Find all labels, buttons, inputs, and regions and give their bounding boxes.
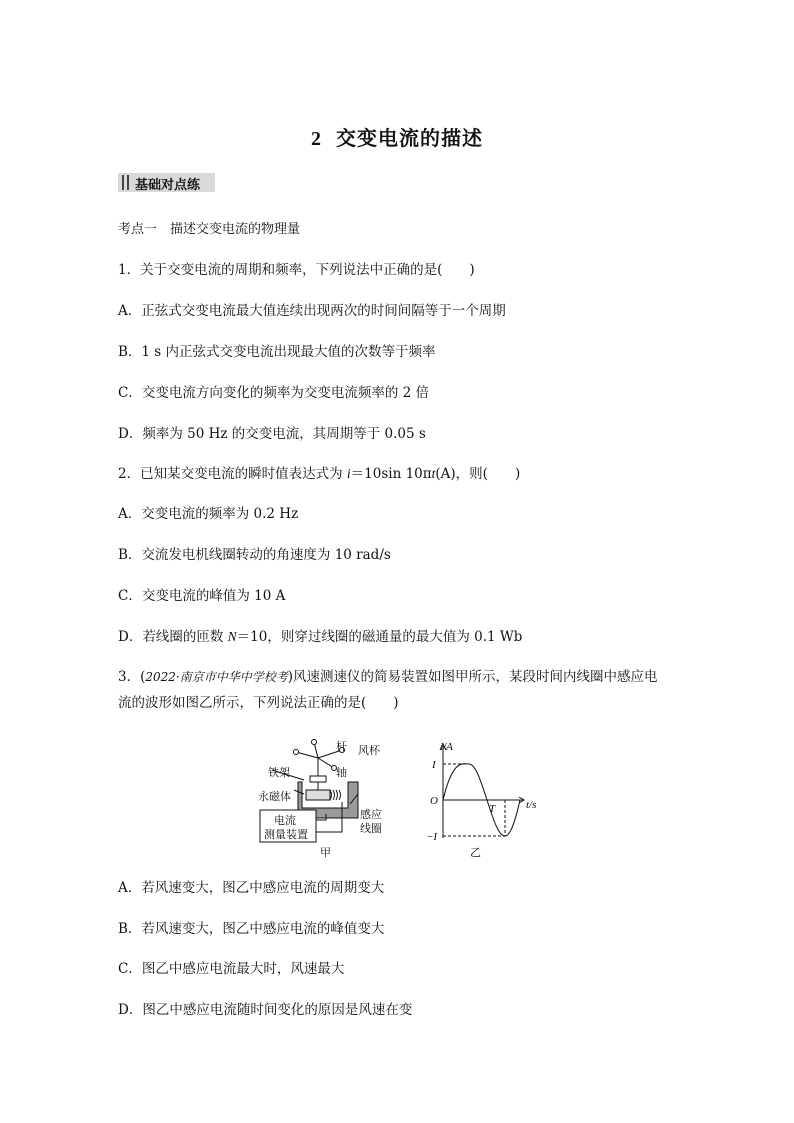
kaodian-heading: 考点一 描述交变电流的物理量 xyxy=(118,222,301,237)
magnet-core xyxy=(306,790,330,800)
label-gan: 杆 xyxy=(336,740,347,753)
q1-option-d: D．频率为 50 Hz 的交变电流，其周期等于 0.05 s xyxy=(118,426,426,442)
figure-yi xyxy=(440,744,524,838)
q1-option-b: B．1 s 内正弦式交变电流出现最大值的次数等于频率 xyxy=(118,344,436,360)
q1-stem: 1．关于交变电流的周期和频率，下列说法中正确的是( ) xyxy=(118,262,475,278)
cup-rod-left xyxy=(296,752,318,758)
iron-frame-top xyxy=(310,776,326,782)
q2-option-a: A．交变电流的频率为 0.2 Hz xyxy=(118,506,299,522)
label-origin: O xyxy=(430,795,438,807)
page-title xyxy=(0,122,794,151)
caption-yi: 乙 xyxy=(470,846,481,858)
q3-option-b: B．若风速变大，图乙中感应电流的峰值变大 xyxy=(118,921,385,937)
q3-stem-line2: 流的波形如图乙所示，下列说法正确的是( ) xyxy=(118,695,399,711)
label-ylabel: i/A xyxy=(440,741,453,753)
label-box1: 电流 xyxy=(274,814,296,827)
q2-stem-mid: ＝10sin 10π xyxy=(350,466,432,482)
q2-stem-pre: 2．已知某交变电流的瞬时值表达式为 xyxy=(118,466,347,482)
q1-option-c: C．交变电流方向变化的频率为交变电流频率的 2 倍 xyxy=(118,385,430,401)
q3-option-a: A．若风速变大，图乙中感应电流的周期变大 xyxy=(118,880,385,896)
tag-bar-left xyxy=(122,175,124,190)
q3-stem-post: )风速测速仪的简易装置如图甲所示，某段时间内线圈中感应电 xyxy=(287,669,658,685)
q3-option-c: C．图乙中感应电流最大时，风速最大 xyxy=(118,961,345,977)
label-T: T xyxy=(489,803,496,815)
q3-stem-pre: 3．( xyxy=(118,669,146,685)
q3-stem-line1 xyxy=(118,668,658,686)
label-ganying1: 感应 xyxy=(360,808,382,821)
q2-option-b: B．交流发电机线圈转动的角速度为 10 rad/s xyxy=(118,547,391,563)
q2-d-n: N xyxy=(227,629,237,644)
q2-d-post: ＝10，则穿过线圈的磁通量的最大值为 0.1 Wb xyxy=(236,629,523,645)
caption-jia: 甲 xyxy=(320,846,331,858)
cup-left xyxy=(294,750,299,755)
label-negI: −I xyxy=(426,831,438,843)
label-ganying2: 线圈 xyxy=(360,822,382,835)
section-tag-label: 基础对点练 xyxy=(135,178,201,193)
title-text: 交变电流的描述 xyxy=(336,126,483,150)
q2-option-d xyxy=(118,628,522,646)
q3-source: 2022·南京市中华中学校考 xyxy=(145,670,288,684)
label-box2: 测量装置 xyxy=(264,828,308,841)
title-number: 2 xyxy=(311,128,322,150)
label-tiejia: 铁架 xyxy=(268,766,290,779)
label-xlabel: t/s xyxy=(526,799,537,811)
q3-figure xyxy=(258,738,548,858)
label-fengbei: 风杯 xyxy=(358,744,380,757)
q1-option-a: A．正弦式交变电流最大值连续出现两次的时间间隔等于一个周期 xyxy=(118,303,506,319)
q2-stem-t: t xyxy=(431,466,436,481)
label-citi: 永磁体 xyxy=(258,790,291,803)
tag-bar-right xyxy=(127,175,129,190)
cup-top xyxy=(312,740,317,745)
label-I: I xyxy=(432,759,436,771)
q2-d-pre: D．若线圈的匝数 xyxy=(118,629,228,645)
q2-stem-i: i xyxy=(346,466,351,481)
q2-option-c: C．交变电流的峰值为 10 A xyxy=(118,588,286,604)
q2-stem-post: (A)，则( ) xyxy=(435,466,521,482)
q3-option-d: D．图乙中感应电流随时间变化的原因是风速在变 xyxy=(118,1002,413,1018)
label-zhou: 轴 xyxy=(336,766,347,779)
section-tag xyxy=(118,173,215,192)
q2-stem xyxy=(118,465,520,483)
coil xyxy=(330,790,341,800)
